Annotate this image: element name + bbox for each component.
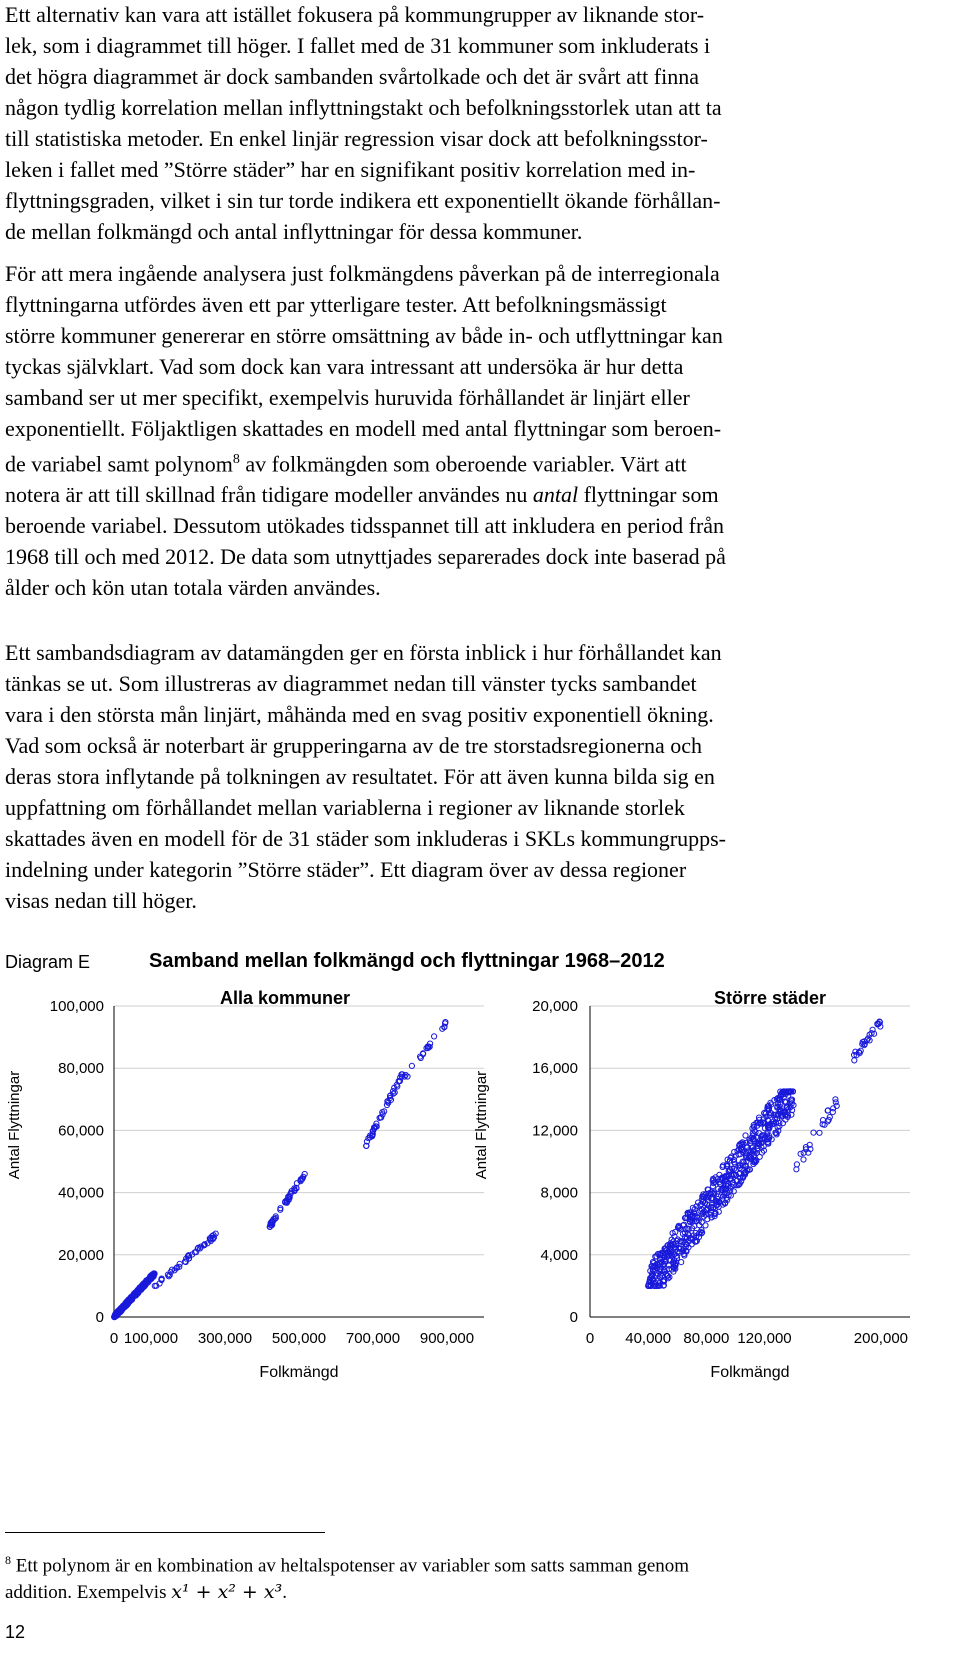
p3-line-4: Vad som också är noterbart är grupperingarna av de tre storstadsregionerna och <box>5 733 703 758</box>
p1-line-8: de mellan folkmängd och antal inflyttningar för dessa kommuner. <box>5 219 583 244</box>
footnote-formula: x¹ + x² + x³ <box>171 1581 283 1604</box>
x-axis-title: Folkmängd <box>710 1364 790 1381</box>
footnote-divider <box>5 1532 325 1533</box>
x-tick-label: 700,000 <box>345 1330 401 1347</box>
y-tick-label: 20,000 <box>58 1246 104 1264</box>
chart-title: Större städer <box>713 990 827 1008</box>
x-tick-label: 80,000 <box>683 1330 730 1347</box>
scatter-charts <box>0 990 960 1460</box>
page-number: 12 <box>5 1622 26 1642</box>
footnote-text-2: addition. Exempelvis <box>5 1582 172 1604</box>
x-tick-label: 40,000 <box>625 1330 672 1347</box>
p2-line-5: samband ser ut mer specifikt, exempelvis huruvida förhållandet är linjärt eller <box>5 385 690 410</box>
p3-line-9: visas nedan till höger. <box>5 888 197 913</box>
x-tick-label: 200,000 <box>853 1330 909 1347</box>
x-tick-label: 0 <box>585 1330 595 1347</box>
chart-title: Alla kommuner <box>219 990 351 1008</box>
p2-line-2: flyttningarna utfördes även ett par ytterligare tester. Att befolkningsmässigt <box>5 292 667 317</box>
p1-line-3: det högra diagrammet är dock sambanden svårtolkade och det är svårt att finna <box>5 64 699 89</box>
x-tick-label: 120,000 <box>737 1330 792 1347</box>
data-point <box>798 1151 803 1156</box>
x-tick-label: 900,000 <box>419 1330 475 1347</box>
footnote-ref[interactable]: 8 <box>232 452 240 467</box>
p2-line-7 <box>5 444 905 479</box>
y-axis-title: Antal Flyttningar <box>473 1070 490 1180</box>
data-point <box>743 1133 748 1138</box>
p1-line-6: leken i fallet med ”Större städer” har en signifikant positiv korrelation med in- <box>5 157 696 182</box>
p2-line-8-rest: flyttningar som <box>578 482 719 508</box>
data-point <box>817 1130 822 1135</box>
p2-line-4: tyckas självklart. Vad som dock kan vara intressant att undersöka är hur detta <box>5 354 684 379</box>
y-tick-label: 60,000 <box>58 1122 104 1140</box>
y-tick-label: 16,000 <box>532 1060 578 1078</box>
y-tick-label: 20,000 <box>532 998 578 1015</box>
p1-line-4: någon tydlig korrelation mellan inflyttningstakt och befolkningsstorlek utan att ta <box>5 95 722 120</box>
x-tick-label: 500,000 <box>271 1330 327 1347</box>
y-tick-label: 80,000 <box>58 1060 104 1078</box>
footnote-line-1 <box>5 1547 905 1579</box>
data-point <box>794 1162 799 1167</box>
p3-line-7: skattades även en modell för de 31 städer som inkluderas i SKLs kommungrupps- <box>5 826 726 851</box>
p2-line-6: exponentiellt. Följaktligen skattades en modell med antal flyttningar som beroen- <box>5 416 722 441</box>
data-point <box>703 1223 708 1228</box>
x-tick-label: 300,000 <box>197 1330 253 1347</box>
data-point <box>852 1058 857 1063</box>
y-tick-label: 0 <box>95 1309 104 1326</box>
p3-line-1: Ett sambandsdiagram av datamängden ger en första inblick i hur förhållandet kan <box>5 640 722 665</box>
paragraph-3 <box>5 637 905 916</box>
footnote-marker: 8 <box>5 1553 11 1567</box>
p1-line-5: till statistiska metoder. En enkel linjär regression visar dock att befolkningsstor- <box>5 126 708 151</box>
figure-label: Diagram E <box>5 952 91 972</box>
p3-line-6: uppfattning om förhållandet mellan variablerna i regioner av liknande storlek <box>5 795 685 820</box>
p1-line-1: Ett alternativ kan vara att istället fokusera på kommungrupper av liknande stor- <box>5 2 705 27</box>
p2-line-9: beroende variabel. Dessutom utökades tidsspannet till att inkludera en period från <box>5 513 725 539</box>
p2-line-8 <box>5 479 905 510</box>
p2-line-10: 1968 till och med 2012. De data som utnyttjades separerades dock inte baserad på <box>5 544 726 570</box>
data-point <box>794 1167 799 1172</box>
x-axis-title: Folkmängd <box>259 1364 339 1381</box>
y-tick-label: 12,000 <box>532 1122 578 1140</box>
data-point <box>432 1034 437 1039</box>
footnote-text: Ett polynom är en kombination av heltalspotenser av variabler som satts samman genom <box>11 1555 690 1577</box>
p3-line-5: deras stora inflytande på tolkningen av resultatet. För att även kunna bilda sig en <box>5 764 715 789</box>
x-tick-label: 100,000 <box>123 1330 179 1347</box>
y-tick-label: 0 <box>569 1309 578 1326</box>
y-tick-label: 8,000 <box>540 1184 578 1202</box>
p1-line-7: flyttningsgraden, vilket i sin tur torde indikera ett exponentiellt ökande förhållan- <box>5 188 721 213</box>
data-point <box>679 1260 684 1265</box>
paragraph-2 <box>5 258 905 603</box>
p2-line-11: ålder och kön utan totala värden användes. <box>5 575 381 601</box>
p2-line-1: För att mera ingående analysera just folkmängdens påverkan på de interregionala <box>5 261 720 286</box>
data-point <box>801 1157 806 1162</box>
y-tick-label: 4,000 <box>540 1246 578 1264</box>
footnote-end: . <box>282 1582 287 1604</box>
p2-line-7-rest: av folkmängden som oberoende variabler. Värt att <box>239 451 687 477</box>
y-axis-title: Antal Flyttningar <box>6 1070 23 1180</box>
p3-line-3: vara i den största mån linjärt, måhända med en svag positiv exponentiell ökning. <box>5 702 714 727</box>
paragraph-1 <box>5 0 905 247</box>
figure-title: Samband mellan folkmängd och flyttningar 1968–2012 <box>149 950 665 972</box>
p2-line-8-text: notera är att till skillnad från tidigare modeller användes nu <box>5 482 533 508</box>
p2-line-7-text: de variabel samt polynom <box>5 451 233 477</box>
y-tick-label: 40,000 <box>58 1184 104 1202</box>
p1-line-2: lek, som i diagrammet till höger. I fallet med de 31 kommuner som inkluderats i <box>5 33 711 58</box>
p3-line-8: indelning under kategorin ”Större städer”. Ett diagram över av dessa regioner <box>5 857 687 882</box>
footnote <box>5 1547 905 1606</box>
p3-line-2: tänkas se ut. Som illustreras av diagrammet nedan till vänster tycks sambandet <box>5 671 697 696</box>
y-tick-label: 100,000 <box>49 998 104 1015</box>
x-tick-label: 0 <box>109 1330 119 1347</box>
emphasis-antal: antal <box>532 482 579 508</box>
p2-line-3: större kommuner genererar en större omsättning av både in- och utflyttningar kan <box>5 323 723 348</box>
footnote-line-2 <box>5 1579 905 1606</box>
